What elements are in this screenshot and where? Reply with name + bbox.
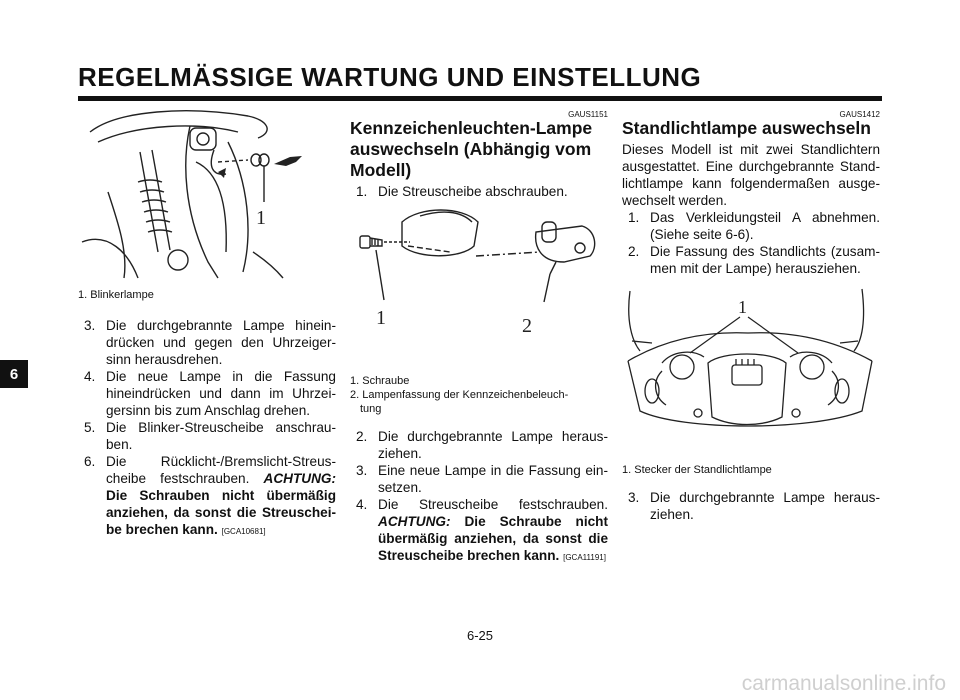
chapter-tab: 6 — [0, 360, 28, 388]
intro-paragraph: Dieses Modell ist mit zwei Standlichtern ausgestattet. Eine durchgebrannte Stand-lichtlampe kann folgendermaßen ausge-wechselt werden. — [622, 142, 880, 208]
list-item: 3. Die durchgebrannte Lampe hinein-drücken und gegen den Uhrzeiger-sinn herausdrehen. — [84, 318, 336, 367]
list-item: 6. Die Rücklicht-/Bremslicht-Streus-cheibe festschrauben. ACHTUNG: Die Schrauben nicht übermäßig anziehen, da sonst die Streuschei-be brechen kann. [GCA10681] — [84, 454, 336, 537]
list-item: 4. Die neue Lampe in die Fassung hineindrücken und dann im Uhrzei-gersinn bis zum Anschlag drehen. — [84, 369, 336, 418]
figure-caption: 1. Blinkerlampe — [78, 289, 154, 301]
list-item: 2. Die Fassung des Standlichts (zusam-men mit der Lampe) herausziehen. — [628, 244, 880, 276]
caution-text: Die Schrauben nicht übermäßig anziehen, da sonst die Streuschei-be brechen kann. — [106, 488, 336, 537]
step-list — [350, 428, 608, 566]
section-title: Kennzeichenleuchten-Lampe auswechseln (Abhängig vom Modell) — [350, 118, 593, 180]
caution-text: Die Schraube nicht übermäßig anziehen, da sonst die Streuscheibe brechen kann. — [378, 514, 608, 563]
section-code: GAUS1412 — [839, 110, 880, 119]
caution-label: ACHTUNG: — [263, 471, 336, 486]
caution-label: ACHTUNG: — [378, 514, 451, 529]
figure-label: 1 — [256, 207, 266, 229]
list-item: 3. Die durchgebrannte Lampe heraus-ziehen. — [628, 490, 880, 522]
figure-label: 1 — [738, 297, 747, 317]
list-item: 1. Das Verkleidungsteil A abnehmen. (Siehe seite 6-6). — [628, 210, 880, 242]
position-light-figure — [622, 281, 880, 451]
column-left — [78, 102, 336, 540]
header-rule — [78, 96, 882, 101]
step-list — [622, 489, 880, 523]
list-item: 1. Die Streuscheibe abschrauben. — [356, 184, 568, 199]
section-code: GAUS1151 — [568, 110, 608, 119]
caution-code: [GCA10681] — [221, 527, 266, 536]
figure-label: 2 — [522, 315, 532, 337]
page-header-title: REGELMÄSSIGE WARTUNG UND EINSTELLUNG — [78, 62, 702, 92]
figure-label: 1 — [376, 307, 386, 329]
watermark: carmanualsonline.info — [741, 672, 946, 695]
section-title: Standlichtlampe auswechseln — [622, 118, 871, 138]
figure-caption: 1. Schraube 2. Lampenfassung der Kennzeichenbeleuch- tung — [350, 375, 569, 415]
license-lamp-figure — [350, 200, 608, 360]
list-item: 4. Die Streuscheibe festschrauben. ACHTUNG: Die Schraube nicht übermäßig anziehen, da sonst die Streuscheibe brechen kann. [GCA11191] — [356, 497, 608, 563]
figure-caption: 1. Stecker der Standlichtlampe — [622, 464, 772, 476]
column-right — [622, 102, 880, 523]
caution-code: [GCA11191] — [563, 553, 606, 562]
step-list — [622, 209, 880, 277]
step-list — [350, 183, 608, 200]
list-item: 5. Die Blinker-Streuscheibe anschrau-ben. — [84, 420, 336, 452]
page-number: 6-25 — [466, 628, 494, 643]
list-item: 2. Die durchgebrannte Lampe heraus-ziehen. — [356, 429, 608, 461]
list-item: 3. Eine neue Lampe in die Fassung ein-setzen. — [356, 463, 608, 495]
turn-signal-figure — [78, 102, 336, 280]
column-middle — [350, 102, 608, 566]
step-list — [78, 317, 336, 540]
